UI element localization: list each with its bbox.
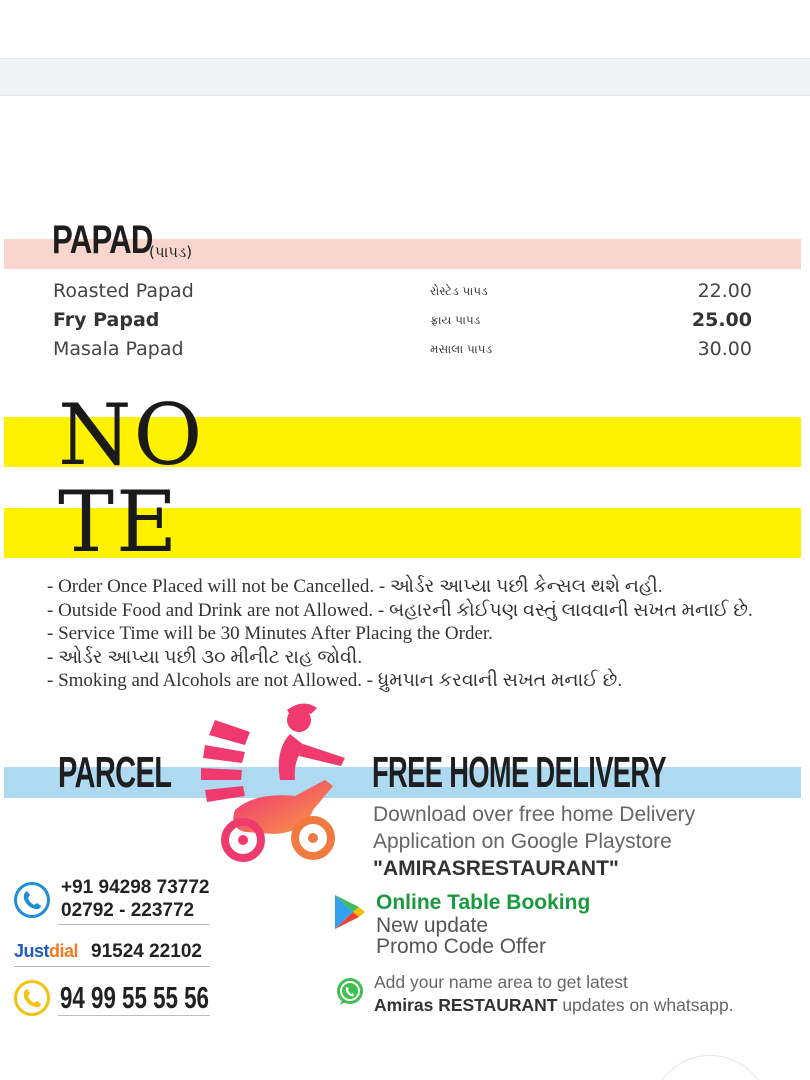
phone-number-2: 02792 - 223772 (61, 900, 195, 921)
divider (58, 924, 210, 925)
item-name: Roasted Papad (53, 280, 194, 302)
note-heading-line2: TE (58, 473, 180, 571)
booking-line1: New update (376, 914, 489, 937)
whatsapp-line1: Add your name area to get latest (374, 972, 628, 992)
item-price: 22.00 (697, 280, 752, 302)
note-heading-line1: NO (58, 386, 205, 484)
whatsapp-icon (334, 976, 366, 1008)
browser-top-area (0, 0, 810, 58)
mobile-phone-icon (14, 980, 50, 1016)
free-home-delivery-title: FREE HOME DELIVERY (372, 748, 667, 797)
item-price: 25.00 (691, 309, 752, 331)
papad-title: PAPAD (52, 218, 153, 262)
justdial-logo: Justdial (14, 941, 79, 961)
download-line2: Application on Google Playstore (373, 830, 672, 853)
mobile-number: 94 99 55 55 56 (60, 980, 209, 1015)
whatsapp-line2 (374, 994, 734, 1017)
restaurant-name: Amiras RESTAURANT (374, 995, 558, 1015)
item-name-gujarati: મસાલા પાપડ (430, 342, 493, 356)
item-price: 30.00 (697, 338, 752, 360)
phone-icon (14, 882, 50, 918)
note-line: - Outside Food and Drink are not Allowed. - બહારની કોઈપણ વસ્તું લાવવાની સખત મનાઈ છે. (47, 599, 753, 621)
floating-button-edge[interactable] (650, 1055, 770, 1080)
note-line: - Smoking and Alcohols are not Allowed. - ધ્રુમપાન કરવાની સખત મનાઈ છે. (47, 670, 623, 691)
menu-item-masala-papad (0, 338, 810, 366)
menu-item-roasted-papad (0, 280, 810, 308)
toolbar-strip (0, 58, 810, 96)
note-line: - ઓર્ડર આપ્યા પછી ૩૦ મીનીટ રાહ જોવી. (47, 646, 363, 668)
note-line: - Order Once Placed will not be Cancelled. - ઓર્ડર આપ્યા પછી કેન્સલ થશે નહી. (47, 576, 663, 597)
app-name: "AMIRASRESTAURANT" (373, 857, 619, 880)
papad-subtitle: (પાપડ) (149, 243, 193, 261)
booking-line2: Promo Code Offer (376, 935, 547, 958)
parcel-label: PARCEL (58, 748, 172, 797)
menu-item-fry-papad (0, 309, 810, 337)
item-name-gujarati: રોસ્ટેડ પાપડ (430, 284, 488, 298)
divider (58, 1015, 210, 1016)
google-play-icon (333, 893, 367, 931)
download-info (373, 801, 695, 882)
delivery-scooter-icon (195, 700, 355, 870)
download-line1: Download over free home Delivery (373, 803, 696, 826)
item-name: Masala Papad (53, 338, 184, 360)
divider (14, 966, 210, 967)
item-name-gujarati: ફ્રાય પાપડ (430, 313, 481, 327)
online-table-booking-title: Online Table Booking (376, 891, 591, 914)
note-line: - Service Time will be 30 Minutes After Placing the Order. (47, 623, 493, 644)
phone-number-1: +91 94298 73772 (61, 877, 210, 898)
note-list (47, 575, 807, 693)
justdial-number: 91524 22102 (91, 941, 202, 962)
item-name: Fry Papad (53, 309, 160, 331)
whatsapp-line2-rest: updates on whatsapp. (557, 995, 734, 1015)
whatsapp-info (374, 971, 734, 1017)
